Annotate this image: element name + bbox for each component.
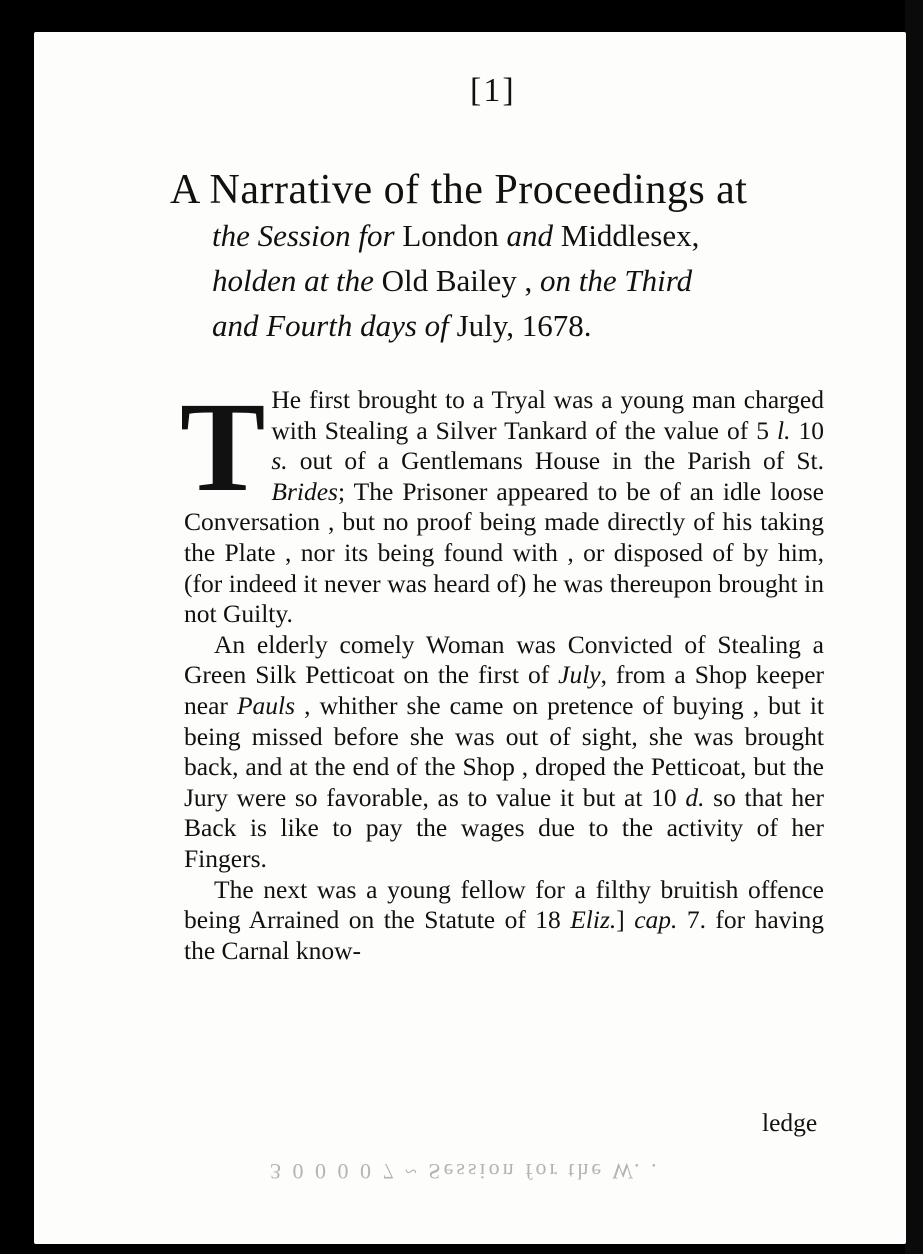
paragraph-1 <box>184 385 824 630</box>
paragraph-2-text-g: so that her Back is like to pay the wages due to the activity of her Fingers. <box>184 782 824 873</box>
title-place-middlesex: Middlesex, <box>560 218 700 253</box>
paragraph-3-text-a: The next was a young fellow for a filthy bruitish offence being Arrained on the Statute of 18 <box>184 874 824 935</box>
paragraph-2-text-e: , whither she came on pretence of buying , but it being missed before she was out of sight, she was brought back, and at the end of the Shop , droped the Petticoat, but the Jury were so favorable, as to value it but at 10 <box>184 690 824 812</box>
title-line-4 <box>170 303 820 348</box>
paragraph-2-text-b: July <box>558 660 601 690</box>
paragraph-1-text-a: He first brought to a Tryal was a young man charged with Stealing a Silver Tankard of the value of 5 <box>271 385 824 445</box>
title-line-2 <box>170 213 820 258</box>
paragraph-3-text-c: ] <box>616 905 635 935</box>
title-place-london: London <box>402 218 507 253</box>
paragraph-3-text-d: cap. <box>634 905 678 935</box>
title-line-2-part-c: and <box>506 218 561 253</box>
paragraph-1-text-g: ; The Prisoner appeared to be of an idle loose Conversation , but no proof being made directly of his taking the Plate , nor its being found with , or disposed of by him, (for indeed it never was heard of) he was thereupon brought in not Guilty. <box>184 476 824 629</box>
paragraph-1-text-b: l. <box>777 415 791 445</box>
paragraph-3-text-b: Eliz. <box>570 905 617 935</box>
title-line-3 <box>170 258 820 303</box>
paragraph-2-text-d: Pauls <box>236 690 296 720</box>
drop-cap: T <box>180 376 266 518</box>
page-number: [1] <box>470 72 516 109</box>
title-line-3-part-a: holden at the <box>212 263 382 298</box>
paragraph-2 <box>184 630 824 875</box>
title-line-2-part-a: the Session for <box>212 218 403 253</box>
paragraph-3-text-e: 7. for having the Carnal know- <box>184 905 824 965</box>
title-line-4-part-a: and Fourth days of <box>212 308 457 343</box>
title-date: July, 1678. <box>456 308 592 343</box>
paragraph-1-text-c: 10 <box>790 415 825 445</box>
title-line-3-part-c: on the Third <box>540 263 693 298</box>
paragraph-2-text-f: d. <box>685 782 705 812</box>
scan-edge-shadow <box>905 0 923 1254</box>
body-text <box>180 376 825 966</box>
paragraph-1-text-e: out of a Gentlemans House in the Parish of St. <box>287 446 824 476</box>
paragraph-2-text-c: , from a Shop keeper near <box>184 660 825 720</box>
catchword: ledge <box>762 1108 818 1137</box>
document-title <box>170 168 820 348</box>
paragraph-1-text-d: s. <box>271 446 288 476</box>
bleed-through-text: 3 0 0 0 0 7 ~ Session for the W. . <box>270 1159 660 1184</box>
paragraph-3 <box>184 875 824 967</box>
paragraph-2-text-a: An elderly comely Woman was Convicted of Stealing a Green Silk Petticoat on the first of <box>184 629 824 690</box>
title-line-1: A Narrative of the Proceedings at <box>170 167 748 213</box>
paragraph-1-text-f: Brides <box>271 476 338 506</box>
title-place-old-bailey: Old Bailey , <box>381 263 541 298</box>
